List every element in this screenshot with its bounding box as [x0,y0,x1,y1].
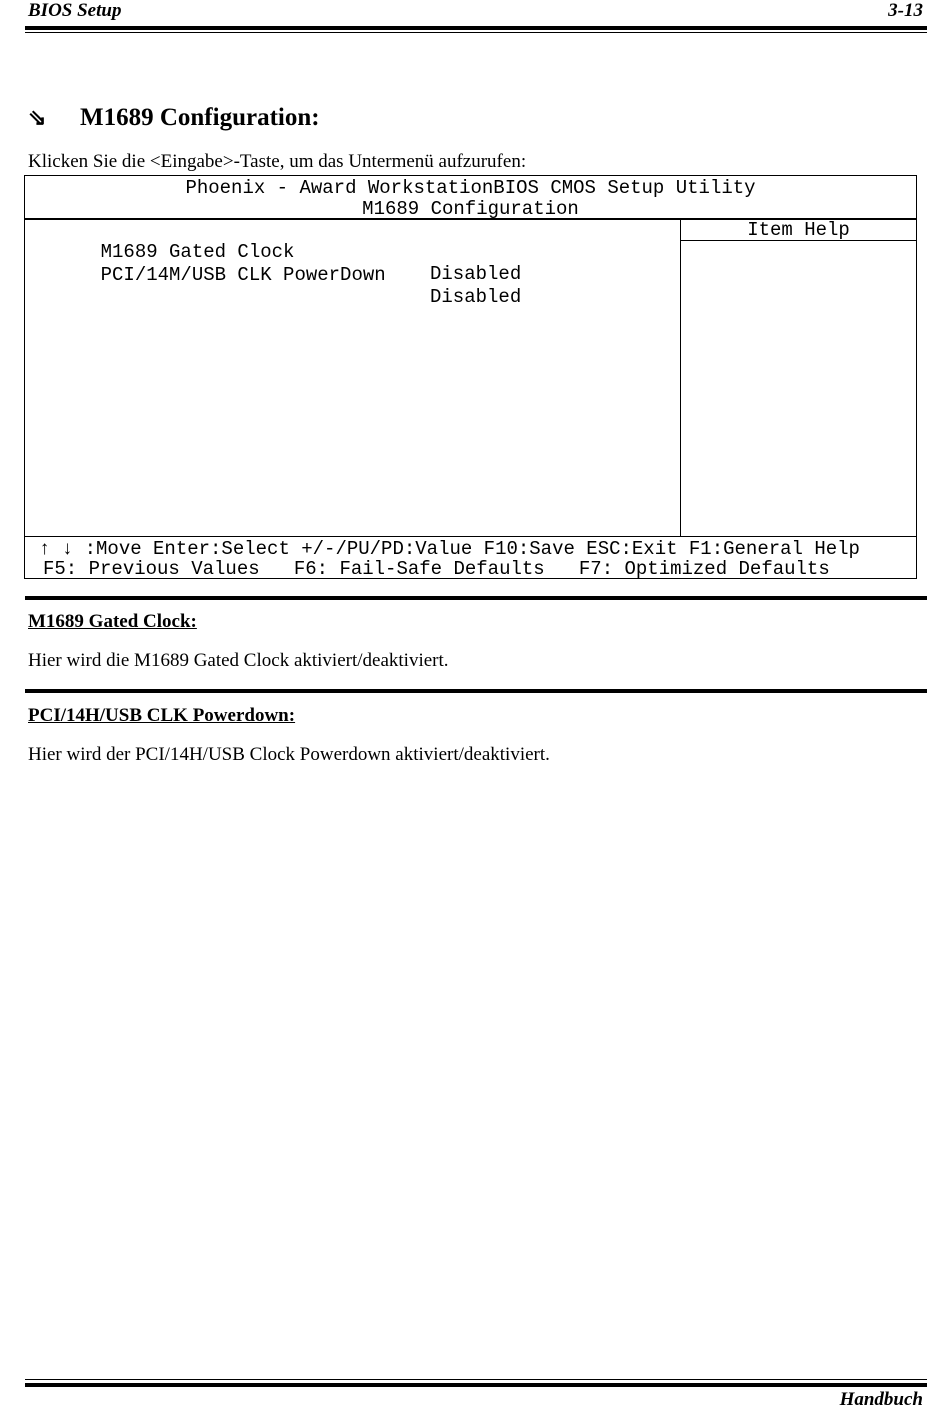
bios-divider-bottom [25,536,916,537]
desc-text-clk-powerdown: Hier wird der PCI/14H/USB Clock Powerdown aktiviert/deaktiviert. [28,744,550,765]
bios-function-keys: F5: Previous Values F6: Fail-Safe Defaults F7: Optimized Defaults [43,558,830,580]
bios-item-value[interactable]: Disabled [430,286,522,308]
desc-title-gated-clock: M1689 Gated Clock: [28,611,197,632]
section-title [28,104,320,132]
footer-text: Handbuch [839,1389,923,1410]
bios-item-value[interactable]: Disabled [430,263,522,285]
item-help-header: Item Help [681,219,916,241]
bios-title: Phoenix - Award WorkstationBIOS CMOS Setup Utility [185,177,756,199]
page-number: 3-13 [888,0,923,21]
footer-rule-thin [25,1379,927,1380]
bios-item-label: M1689 Gated Clock [100,241,295,263]
bios-key-legend: ↑ ↓ :Move Enter:Select +/-/PU/PD:Value F10:Save ESC:Exit F1:General Help [39,538,860,560]
bios-screen [24,175,917,579]
section-title-text: M1689 Configuration: [80,104,320,131]
intro-text: Klicken Sie die <Eingabe>-Taste, um das Untermenü aufzurufen: [28,151,527,172]
bios-divider-vertical [680,219,681,537]
arrow-icon: ⇘ [28,105,47,130]
bios-subtitle: M1689 Configuration [362,198,579,220]
bios-item-clk-powerdown[interactable] [55,242,522,330]
footer-rule-thick [25,1383,927,1387]
desc-title-clk-powerdown: PCI/14H/USB CLK Powerdown: [28,705,296,726]
bios-item-label: PCI/14M/USB CLK PowerDown [100,264,386,286]
header-title: BIOS Setup [28,0,122,21]
desc-text-gated-clock: Hier wird die M1689 Gated Clock aktiviert/deaktiviert. [28,650,449,671]
divider-rule [25,596,927,600]
divider-rule [25,689,927,693]
header-rule-thick [25,26,927,30]
header-rule-thin [25,32,927,33]
